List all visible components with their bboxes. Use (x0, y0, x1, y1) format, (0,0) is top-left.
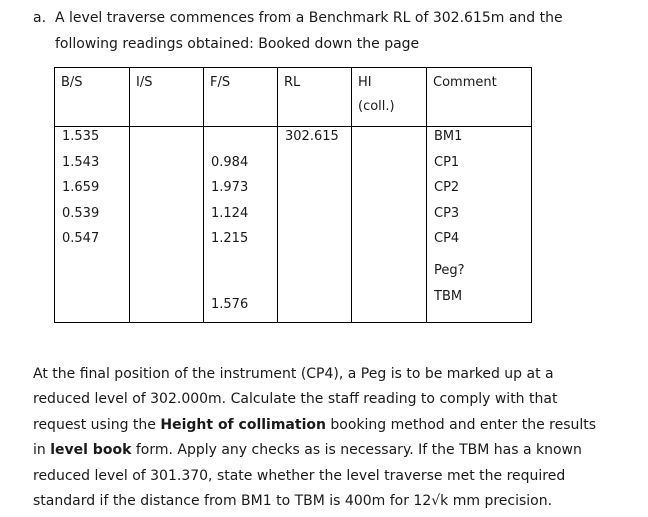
is-column (130, 127, 204, 323)
header-is: I/S (130, 68, 204, 127)
paragraph-line-3: request using the Height of collimation booking method and enter the results (33, 416, 597, 433)
header-hi-label: HI (358, 75, 372, 90)
table-header-row (55, 68, 532, 127)
comment-value: CP3 (434, 206, 460, 221)
comment-value: Peg? (434, 263, 465, 278)
fs-value: 0.984 (211, 155, 249, 170)
question-line-1: A level traverse commences from a Benchmark RL of 302.615m and the (55, 10, 563, 26)
header-rl: RL (278, 68, 352, 127)
fs-value: 1.973 (211, 180, 249, 195)
fs-value: 1.215 (211, 231, 249, 246)
level-book-table (54, 67, 532, 323)
bs-value: 0.539 (62, 206, 100, 221)
comment-value: CP2 (434, 180, 460, 195)
rl-column (278, 127, 352, 323)
fs-value: 1.124 (211, 206, 249, 221)
question-line-2: following readings obtained: Booked down the page (55, 36, 420, 52)
fs-value: 1.576 (211, 297, 249, 312)
paragraph-line-2: reduced level of 302.000m. Calculate the staff reading to comply with that (33, 391, 558, 408)
bs-value: 1.535 (62, 129, 100, 144)
bs-column (55, 127, 130, 323)
paragraph-line-5: reduced level of 301.370, state whether the level traverse met the required (33, 467, 566, 484)
header-bs: B/S (55, 68, 130, 127)
comment-value: TBM (434, 289, 463, 304)
comment-value: CP4 (434, 231, 460, 246)
comment-value: CP1 (434, 155, 460, 170)
header-fs: F/S (204, 68, 278, 127)
instructions-paragraph (33, 362, 633, 514)
bold-term-level-book: level book (50, 442, 132, 459)
header-hi-sub: (coll.) (358, 99, 395, 114)
paragraph-line-1: At the final position of the instrument (CP4), a Peg is to be marked up at a (33, 366, 554, 382)
comment-column (427, 127, 532, 323)
comment-value: BM1 (434, 129, 463, 144)
fs-column (204, 127, 278, 323)
bs-value: 0.547 (62, 231, 100, 246)
question-label: a. (33, 10, 47, 26)
paragraph-line-4: in level book form. Apply any checks as is necessary. If the TBM has a known (33, 442, 582, 459)
hi-column (352, 127, 427, 323)
bs-value: 1.659 (62, 180, 100, 195)
bold-term-hoc: Height of collimation (160, 416, 326, 433)
header-comment: Comment (427, 68, 532, 127)
table-body-row (55, 127, 532, 323)
paragraph-line-6: standard if the distance from BM1 to TBM is 400m for 12√k mm precision. (33, 493, 553, 510)
bs-value: 1.543 (62, 155, 100, 170)
header-hi (352, 68, 427, 127)
rl-value: 302.615 (285, 129, 339, 144)
